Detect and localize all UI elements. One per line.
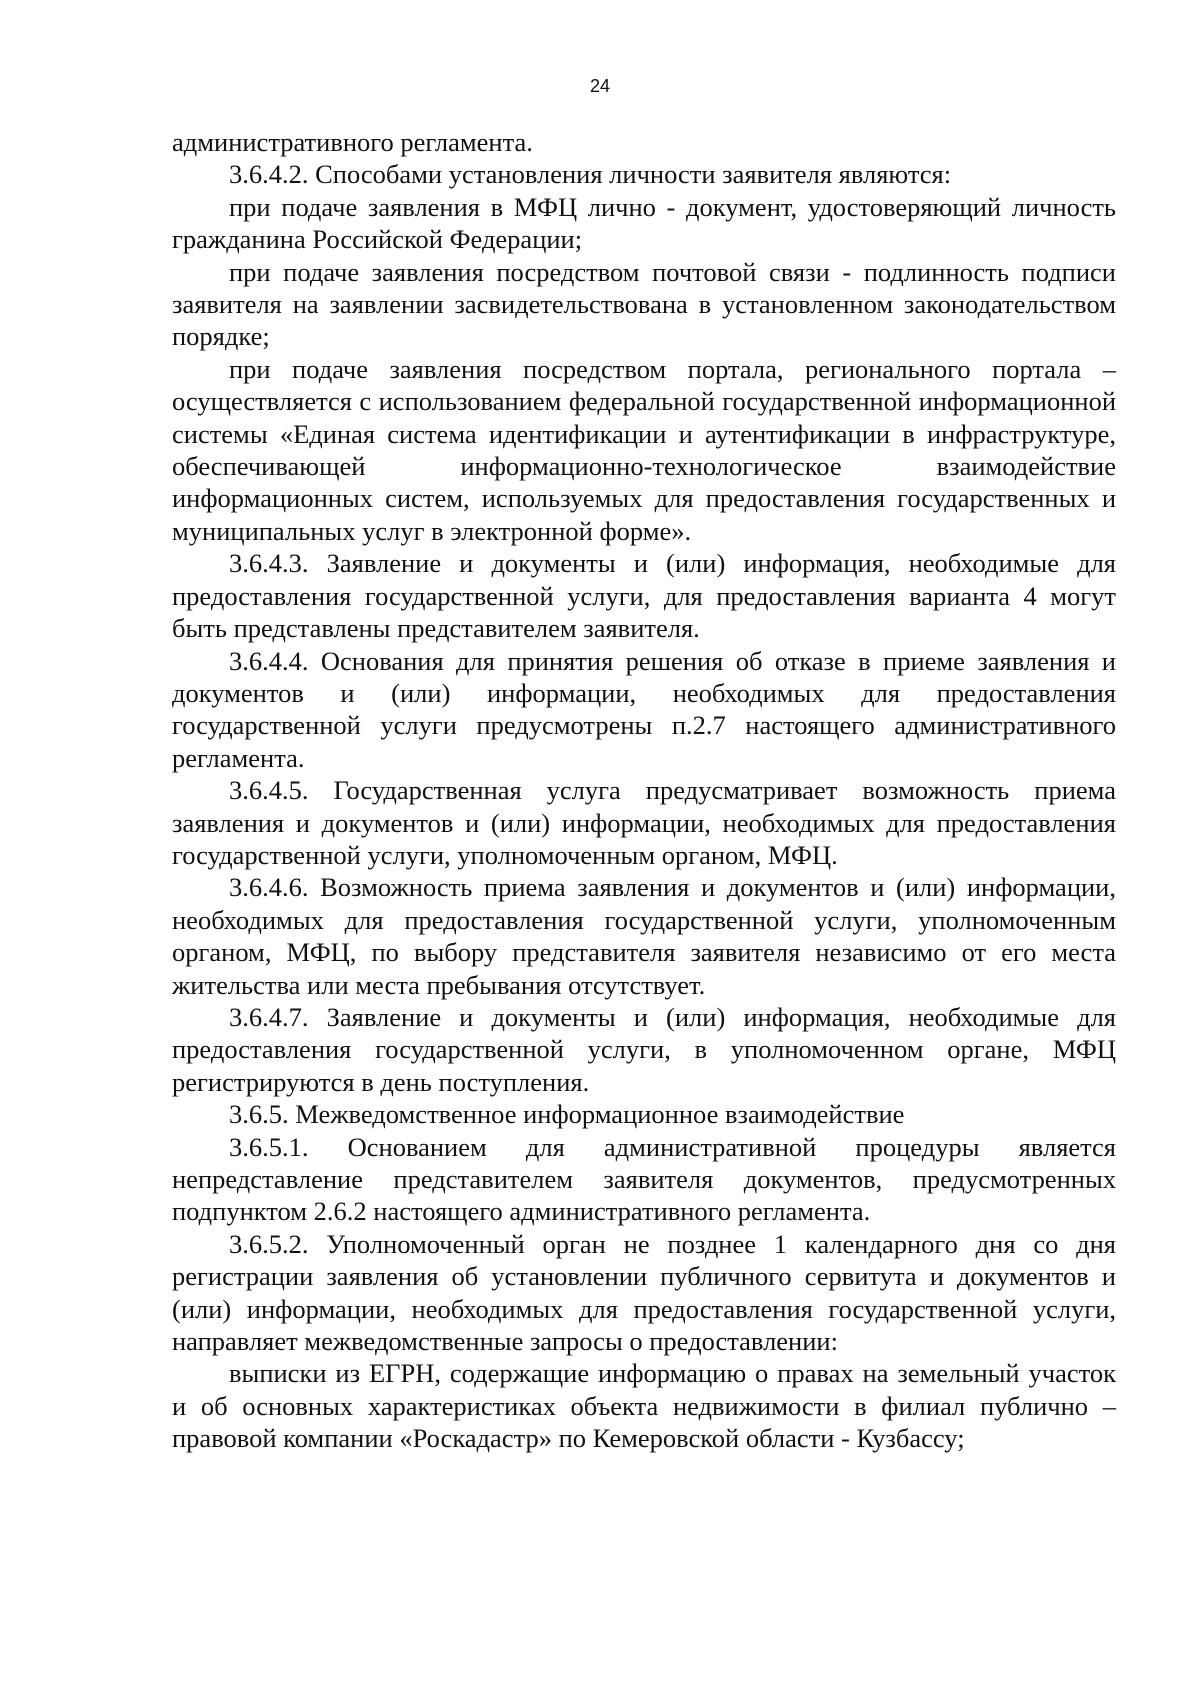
section-heading: 3.6.5. Межведомственное информационное взаимодействие <box>229 1099 905 1130</box>
page-number: 24 <box>589 76 611 96</box>
paragraph: 3.6.4.7. Заявление и документы и (или) информация, необходимые для предоставления государственной услуги, в уполномоченном органе, МФЦ регистрируются в день поступления. <box>172 1001 1116 1097</box>
paragraph: 3.6.5.1. Основанием для административной процедуры является непредставление представителем заявителя документов, предусмотренных подпунктом 2.6.2 настоящего административного регламента. <box>172 1131 1116 1227</box>
paragraph: 3.6.4.2. Способами установления личности заявителя являются: <box>229 159 952 190</box>
paragraph: 3.6.4.5. Государственная услуга предусматривает возможность приема заявления и документов и (или) информации, необходимых для предоставления государственной услуги, уполномоченным органом, МФЦ. <box>172 775 1116 870</box>
document-body <box>172 126 1116 1455</box>
paragraph: 3.6.4.4. Основания для принятия решения об отказе в приеме заявления и документов и (или) информации, необходимых для предоставления государственной услуги предусмотрены п.2.7 настоящего административного регламента. <box>172 645 1116 773</box>
paragraph: при подаче заявления в МФЦ лично - документ, удостоверяющий личность гражданина Российской Федерации; <box>172 191 1116 255</box>
paragraph: при подаче заявления посредством почтовой связи - подлинность подписи заявителя на заявлении засвидетельствована в установленном законодательством порядке; <box>172 256 1116 352</box>
paragraph: 3.6.5.2. Уполномоченный орган не позднее 1 календарного дня со дня регистрации заявления об установлении публичного сервитута и документов и (или) информации, необходимых для предоставления государственной услуги, направляет межведомственные запросы о предоставлении: <box>172 1228 1116 1357</box>
paragraph: административного регламента. <box>172 127 533 157</box>
paragraph: выписки из ЕГРН, содержащие информацию о правах на земельный участок и об основных характеристиках объекта недвижимости в филиал публично – правовой компании «Роскадастр» по Кемеровской области - Кузбассу; <box>172 1358 1116 1454</box>
paragraph: 3.6.4.3. Заявление и документы и (или) информация, необходимые для предоставления государственной услуги, для предоставления варианта 4 могут быть представлены представителем заявителя. <box>172 548 1116 644</box>
paragraph: при подаче заявления посредством портала, регионального портала – осуществляется с использованием федеральной государственной информационной системы «Единая система идентификации и аутентификации в инфраструктуре, обеспечивающей информационно-технологическое взаимодействие информационных систем, используемых для предоставления государственных и муниципальных услуг в электронной форме». <box>172 353 1116 546</box>
paragraph: 3.6.4.6. Возможность приема заявления и документов и (или) информации, необходимых для предоставления государственной услуги, уполномоченным органом, МФЦ, по выбору представителя заявителя независимо от его места жительства или места пребывания отсутствует. <box>172 872 1116 1000</box>
